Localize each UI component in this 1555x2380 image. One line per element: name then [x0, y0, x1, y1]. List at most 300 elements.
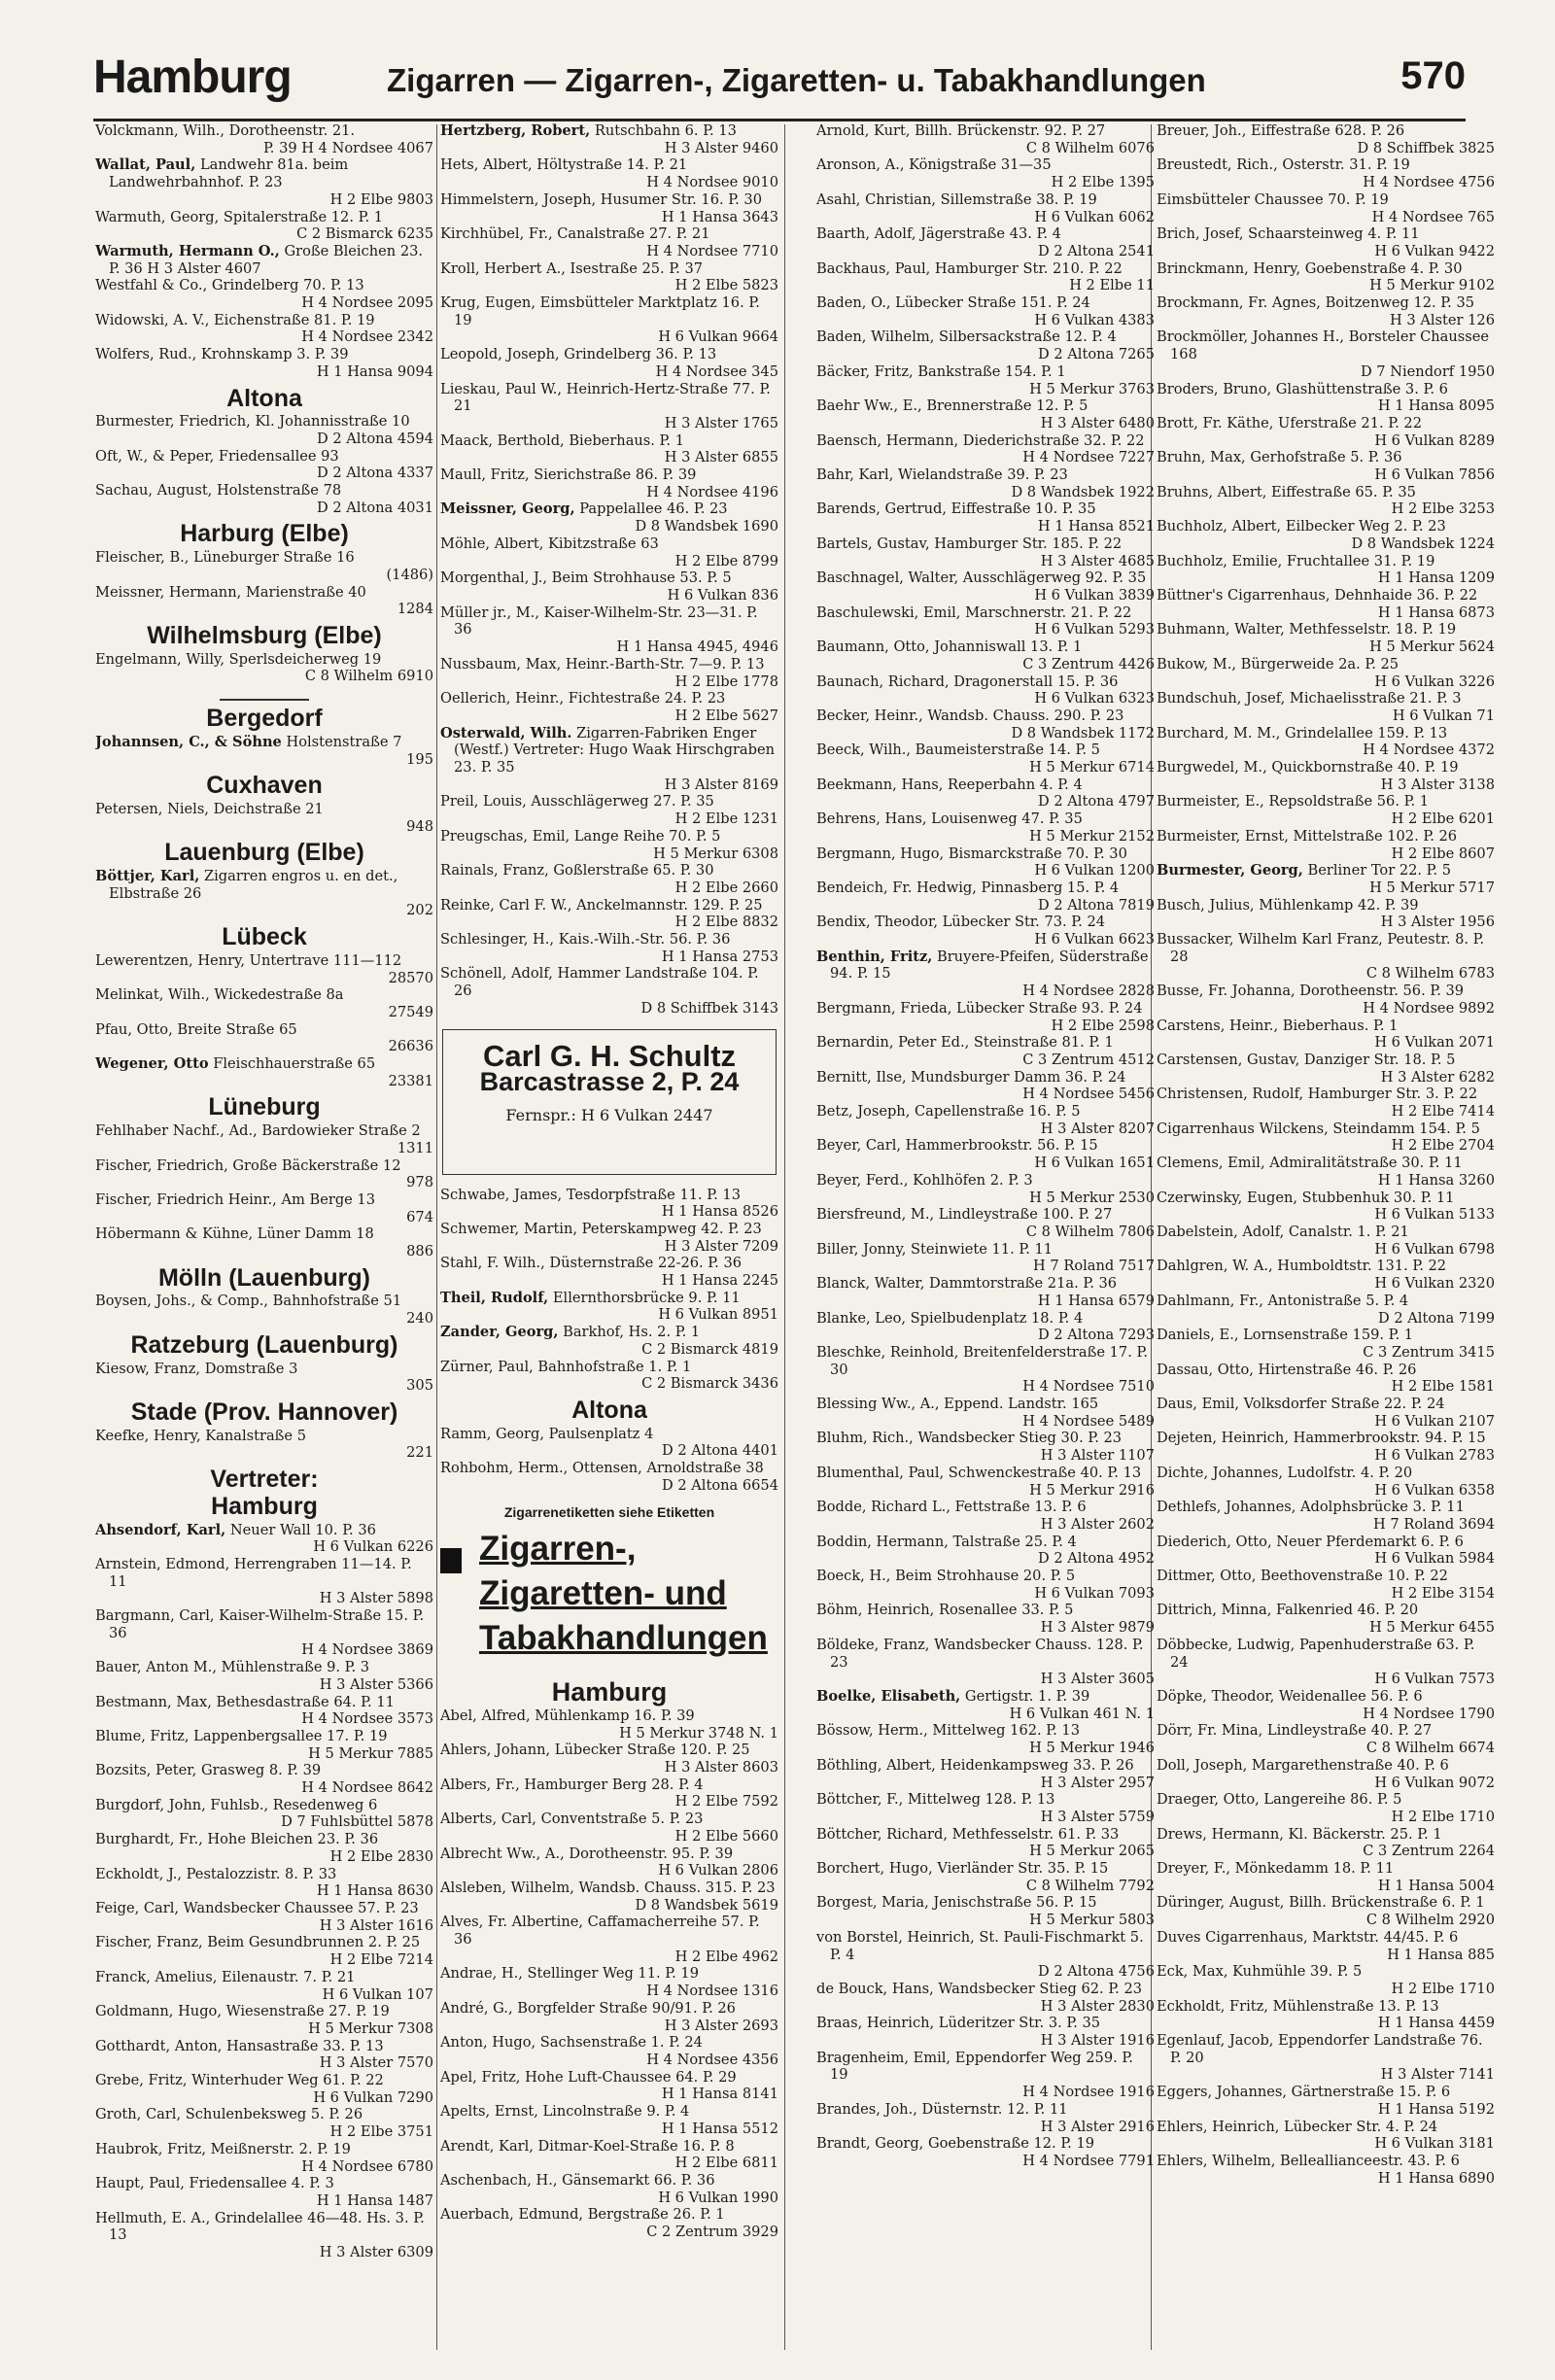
directory-entry	[816, 1430, 1155, 1464]
entry-text: Preugschas, Emil, Lange Reihe 70. P. 5	[440, 827, 721, 845]
entry-text: Melinkat, Wilh., Wickedestraße 8a	[95, 986, 344, 1004]
directory-entry	[95, 1831, 433, 1865]
directory-entry	[95, 868, 433, 919]
entry-text: Bozsits, Peter, Grasweg 8. P. 39	[95, 1762, 322, 1779]
directory-entry	[95, 1659, 433, 1693]
directory-entry	[816, 2101, 1155, 2135]
entry-text: Wolfers, Rud., Krohnskamp 3. P. 39	[95, 346, 349, 363]
entry-phone: H 6 Vulkan 7093	[1034, 1584, 1155, 1602]
entry-text: Oft, W., & Peper, Friedensallee 93	[95, 447, 339, 465]
directory-entry	[95, 1122, 433, 1156]
separator-rule	[220, 699, 309, 701]
entry-text: Baunach, Richard, Dragonerstall 15. P. 36	[816, 673, 1119, 690]
entry-list	[440, 1426, 778, 1495]
entry-phone: H 6 Vulkan 8951	[658, 1306, 778, 1324]
entry-list	[95, 1293, 433, 1327]
entry-text: Baensch, Hermann, Diederichstraße 32. P. 22	[816, 431, 1145, 449]
directory-entry	[440, 466, 778, 500]
entry-phone: H 3 Alster 5898	[319, 1590, 433, 1607]
entry-text: Morgenthal, J., Beim Strohhause 53. P. 5	[440, 569, 732, 587]
entry-phone: H 3 Alster 8603	[664, 1759, 778, 1776]
entry-phone: H 6 Vulkan 6062	[1034, 208, 1155, 225]
section-heading-lauenburg: Lauenburg (Elbe)	[164, 839, 364, 867]
directory-entry	[95, 1522, 433, 1556]
entry-text: Schönell, Adolf, Hammer Landstraße 104. P. 26	[440, 965, 759, 1000]
entry-phone: H 5 Merkur 6308	[653, 845, 778, 862]
directory-entry	[816, 1344, 1155, 1396]
entry-text: Burchard, M. M., Grindelallee 159. P. 13	[1157, 724, 1448, 742]
entry-text: Christensen, Rudolf, Hamburger Str. 3. P. 22	[1157, 1086, 1478, 1103]
directory-entry	[440, 2000, 778, 2034]
directory-entry	[1157, 1602, 1495, 1636]
entry-text: Feige, Carl, Wandsbecker Chaussee 57. P. 23	[95, 1899, 419, 1916]
entry-phone: H 6 Vulkan 6623	[1034, 931, 1155, 949]
directory-entry	[816, 363, 1155, 397]
directory-entry	[440, 793, 778, 827]
page-number: 570	[1400, 54, 1466, 97]
entry-text: Pfau, Otto, Breite Straße 65	[95, 1020, 297, 1038]
entry-phone: H 6 Vulkan 2806	[658, 1862, 778, 1880]
entry-phone: H 2 Elbe 2598	[1051, 1017, 1155, 1034]
directory-entry	[440, 1914, 778, 1965]
directory-entry	[440, 1845, 778, 1880]
directory-entry	[816, 1981, 1155, 2015]
directory-entry	[440, 1811, 778, 1845]
directory-entry	[1157, 656, 1495, 690]
entry-phone: H 4 Nordsee 2342	[301, 328, 433, 346]
entry-text: Keefke, Henry, Kanalstraße 5	[95, 1427, 306, 1444]
entry-phone: H 6 Vulkan 71	[1392, 707, 1495, 724]
entry-phone: H 6 Vulkan 3839	[1034, 586, 1155, 604]
entry-phone: H 2 Elbe 5823	[674, 277, 778, 294]
directory-entry	[440, 1290, 778, 1324]
entry-text: Ahlers, Johann, Lübecker Straße 120. P. 25	[440, 1742, 750, 1759]
entry-phone: H 4 Nordsee 9010	[646, 174, 778, 191]
directory-entry	[95, 482, 433, 516]
directory-entry	[816, 949, 1155, 1000]
entry-text: Bendeich, Fr. Hedwig, Pinnasberg 15. P. 4	[816, 879, 1120, 896]
directory-entry	[95, 2003, 433, 2037]
column-4	[1157, 122, 1495, 2358]
entry-phone: H 2 Elbe 1710	[1391, 1980, 1495, 1997]
directory-entry	[816, 1103, 1155, 1137]
entry-phone: H 1 Hansa 5192	[1377, 2100, 1495, 2118]
entry-text: Egenlauf, Jacob, Eppendorfer Landstraße 76. P. 20	[1157, 2032, 1483, 2066]
entry-phone: D 2 Altona 7293	[1038, 1327, 1155, 1344]
entry-phone: H 4 Nordsee 5456	[1022, 1086, 1155, 1103]
entry-text: Apelts, Ernst, Lincolnstraße 9. P. 4	[440, 2103, 690, 2121]
directory-entry	[440, 1880, 778, 1914]
banner-line: Zigarren-,	[479, 1530, 637, 1569]
entry-text: Auerbach, Edmund, Bergstraße 26. P. 1	[440, 2206, 725, 2224]
directory-entry	[816, 569, 1155, 604]
directory-entry	[440, 294, 778, 346]
entry-phone: H 6 Vulkan 2320	[1374, 1275, 1495, 1293]
entry-phone: H 2 Elbe 5660	[674, 1827, 778, 1845]
entry-text: Hets, Albert, Höltystraße 14. P. 21	[440, 156, 688, 174]
entry-phone: H 5 Merkur 3748 N. 1	[619, 1724, 778, 1742]
entry-text: Dahlmann, Fr., Antonistraße 5. P. 4	[1157, 1292, 1409, 1309]
entry-text: Ehlers, Heinrich, Lübecker Str. 4. P. 24	[1157, 2118, 1438, 2135]
entry-phone: H 1 Hansa 8526	[661, 1203, 778, 1221]
directory-entry	[95, 2141, 433, 2175]
entry-bold-name: Hertzberg, Robert,	[440, 122, 591, 139]
entry-phone: H 6 Vulkan 8289	[1374, 431, 1495, 449]
entry-text: Arendt, Karl, Ditmar-Koel-Straße 16. P. 8	[440, 2137, 735, 2155]
directory-entry	[816, 1275, 1155, 1309]
entry-list	[95, 651, 433, 685]
entry-phone: C 8 Wilhelm 7792	[1025, 1877, 1155, 1894]
entry-phone: H 3 Alster 2602	[1040, 1515, 1155, 1533]
directory-entry	[816, 1860, 1155, 1894]
entry-phone: D 8 Wandsbek 5619	[635, 1896, 778, 1914]
entry-phone: H 5 Merkur 5717	[1369, 879, 1495, 896]
entry-phone: C 3 Zentrum 2264	[1363, 1843, 1495, 1860]
entry-phone: (1486)	[386, 566, 433, 583]
directory-entry	[440, 122, 778, 156]
directory-entry	[816, 1688, 1155, 1722]
entry-phone: H 5 Merkur 5803	[1029, 1912, 1155, 1929]
directory-entry	[816, 397, 1155, 431]
entry-text: Dethlefs, Johannes, Adolphsbrücke 3. P. 11	[1157, 1499, 1465, 1516]
entry-phone: H 1 Hansa 8141	[661, 2086, 778, 2103]
entry-phone: P. 39 H 4 Nordsee 4067	[262, 139, 433, 156]
column-2	[440, 122, 778, 2358]
entry-text: Leopold, Joseph, Grindelberg 36. P. 13	[440, 346, 717, 363]
entry-phone: H 3 Alster 7141	[1380, 2066, 1495, 2084]
entry-text: Biller, Jonny, Steinwiete 11. P. 11	[816, 1240, 1054, 1258]
entry-text: Breustedt, Rich., Osterstr. 31. P. 19	[1157, 156, 1410, 174]
entry-bold-name: Johannsen, C., & Söhne	[95, 733, 282, 750]
directory-entry	[1157, 983, 1495, 1017]
entry-phone: H 3 Alster 8169	[664, 776, 778, 793]
entry-text: Baschulewski, Emil, Marschnerstr. 21. P. 22	[816, 604, 1132, 621]
entry-text: Maack, Berthold, Bieberhaus. P. 1	[440, 431, 684, 449]
entry-phone: H 6 Vulkan 6226	[313, 1538, 433, 1556]
entry-phone: C 3 Zentrum 3415	[1363, 1343, 1495, 1361]
entry-phone: D 2 Altona 4337	[317, 465, 433, 482]
entry-text: Dahlgren, W. A., Humboldtstr. 131. P. 22	[1157, 1258, 1447, 1275]
entry-text: Barends, Gertrud, Eiffestraße 10. P. 35	[816, 500, 1096, 518]
entry-phone: D 7 Fuhlsbüttel 5878	[281, 1813, 433, 1831]
entry-phone: H 4 Nordsee 2095	[301, 294, 433, 312]
entry-text: Ramm, Georg, Paulsenplatz 4	[440, 1425, 654, 1442]
entry-text: Draeger, Otto, Langereihe 86. P. 5	[1157, 1791, 1402, 1809]
entry-phone: H 5 Merkur 2916	[1029, 1481, 1155, 1499]
entry-text: Baschnagel, Walter, Ausschlägerweg 92. P. 35	[816, 569, 1147, 587]
entry-text: Brinckmann, Henry, Goebenstraße 4. P. 30	[1157, 259, 1463, 277]
entry-phone: C 3 Zentrum 4426	[1022, 655, 1155, 673]
directory-entry	[95, 1293, 433, 1327]
entry-text: Borchert, Hugo, Vierländer Str. 35. P. 15	[816, 1860, 1109, 1878]
entry-text: Dabelstein, Adolf, Canalstr. 1. P. 21	[1157, 1224, 1409, 1240]
entry-text: Fleischhauerstraße 65	[213, 1055, 376, 1073]
directory-entry	[95, 122, 433, 156]
entry-text: Engelmann, Willy, Sperlsdeicherweg 19	[95, 650, 382, 668]
entry-text: Boysen, Johs., & Comp., Bahnhofstraße 51	[95, 1293, 402, 1310]
directory-entry	[1157, 1018, 1495, 1052]
directory-entry	[440, 1742, 778, 1776]
directory-entry	[440, 225, 778, 259]
directory-entry	[95, 1762, 433, 1796]
directory-entry	[1157, 1826, 1495, 1860]
directory-entry	[816, 1465, 1155, 1499]
entry-phone: H 6 Vulkan 1200	[1034, 862, 1155, 880]
entry-bold-name: Wallat, Paul,	[95, 156, 196, 174]
entry-phone: H 3 Alster 9879	[1040, 1619, 1155, 1637]
entry-phone: H 4 Nordsee 3573	[301, 1710, 433, 1728]
entry-phone: D 2 Altona 4756	[1038, 1963, 1155, 1981]
entry-phone: H 6 Vulkan 9422	[1374, 242, 1495, 259]
directory-entry	[1157, 381, 1495, 415]
entry-phone: C 8 Wilhelm 7806	[1025, 1224, 1155, 1240]
entry-phone: 221	[406, 1444, 433, 1462]
entry-text: Brich, Josef, Schaarsteinweg 4. P. 11	[1157, 225, 1420, 243]
entry-text: Gotthardt, Anton, Hansastraße 33. P. 13	[95, 2037, 384, 2054]
directory-entry	[1157, 690, 1495, 724]
entry-list	[95, 413, 433, 516]
directory-entry	[95, 1556, 433, 1607]
directory-entry	[440, 2069, 778, 2103]
entry-text: Boddin, Hermann, Talstraße 25. P. 4	[816, 1533, 1077, 1550]
entry-text: Clemens, Emil, Admiralitätstraße 30. P. 11	[1157, 1155, 1463, 1172]
section-heading-stade: Stade (Prov. Hannover)	[130, 1398, 398, 1426]
entry-phone: H 3 Alster 6309	[319, 2244, 433, 2261]
directory-entry	[95, 1728, 433, 1762]
entry-text: Bahr, Karl, Wielandstraße 39. P. 23	[816, 466, 1068, 484]
entry-phone: D 8 Wandsbek 1690	[635, 518, 778, 535]
directory-entry	[1157, 1688, 1495, 1722]
directory-entry	[1157, 1998, 1495, 2032]
directory-entry	[816, 1499, 1155, 1533]
directory-entry	[816, 1894, 1155, 1928]
entry-phone: H 2 Elbe 2830	[329, 1847, 433, 1865]
directory-entry	[816, 260, 1155, 294]
entry-text: Breuer, Joh., Eiffestraße 628. P. 26	[1157, 122, 1405, 139]
advertisement-box	[442, 1029, 777, 1175]
directory-entry	[816, 604, 1155, 638]
entry-phone: H 1 Hansa 3260	[1377, 1171, 1495, 1189]
directory-entry	[1157, 1465, 1495, 1499]
directory-entry	[95, 277, 433, 311]
directory-entry	[1157, 725, 1495, 759]
section-heading-hamburg: Hamburg	[211, 1492, 318, 1520]
entry-text: Düringer, August, Billh. Brückenstraße 6. P. 1	[1157, 1894, 1485, 1912]
entry-text: Zigarren engros u. en det., Elbstraße 26	[109, 868, 398, 902]
entry-phone: H 1 Hansa 6873	[1377, 604, 1495, 621]
entry-text: Lieskau, Paul W., Heinrich-Hertz-Straße 77. P. 21	[440, 380, 771, 415]
entry-phone: H 6 Vulkan 7573	[1374, 1671, 1495, 1688]
entry-text: Bernardin, Peter Ed., Steinstraße 81. P. 1	[816, 1034, 1114, 1052]
entry-phone: H 1 Hansa 4945, 4946	[616, 638, 778, 656]
entry-phone: H 4 Nordsee 4372	[1363, 742, 1495, 759]
entry-phone: D 2 Altona 7199	[1378, 1309, 1495, 1327]
directory-entry	[440, 828, 778, 862]
directory-entry	[816, 1826, 1155, 1860]
directory-entry	[440, 432, 778, 466]
entry-phone: H 6 Vulkan 107	[322, 1985, 433, 2003]
directory-entry	[440, 2103, 778, 2137]
entry-phone: D 2 Altona 6654	[662, 1476, 778, 1494]
header-city: Hamburg	[93, 52, 292, 103]
entry-phone: 26636	[388, 1038, 433, 1055]
directory-entry	[95, 1934, 433, 1968]
entry-text: Burmester, Friedrich, Kl. Johannisstraße 10	[95, 413, 410, 431]
directory-entry	[95, 156, 433, 208]
cross-reference-note: Zigarrenetiketten siehe Etiketten	[503, 1503, 715, 1520]
entry-bold-name: Burmester, Georg,	[1157, 862, 1303, 880]
entry-text: Aronson, A., Königstraße 31—35	[816, 156, 1052, 174]
entry-list	[95, 952, 433, 1090]
directory-entry	[440, 604, 778, 656]
entry-list	[95, 868, 433, 919]
entry-text: Borgest, Maria, Jenischstraße 56. P. 15	[816, 1894, 1097, 1912]
directory-entry	[1157, 1396, 1495, 1430]
entry-text: Asahl, Christian, Sillemstraße 38. P. 19	[816, 190, 1097, 208]
entry-text: Brott, Fr. Käthe, Uferstraße 21. P. 22	[1157, 414, 1422, 431]
directory-entry	[1157, 1791, 1495, 1825]
entry-text: Burmeister, E., Repsoldstraße 56. P. 1	[1157, 793, 1430, 811]
entry-text: Dreyer, F., Mönkedamm 18. P. 11	[1157, 1860, 1395, 1878]
section-heading-cuxhaven: Cuxhaven	[206, 772, 323, 800]
entry-text: Doll, Joseph, Margarethenstraße 40. P. 6	[1157, 1756, 1449, 1774]
directory-entry	[816, 1000, 1155, 1034]
entry-phone: C 2 Bismarck 4819	[641, 1340, 778, 1358]
entry-text: Neuer Wall 10. P. 36	[229, 1521, 376, 1538]
entry-text: Zürner, Paul, Bahnhofstraße 1. P. 1	[440, 1358, 692, 1375]
entry-text: Himmelstern, Joseph, Husumer Str. 16. P. 30	[440, 190, 762, 208]
entry-text: Abel, Alfred, Mühlenkamp 16. P. 39	[440, 1707, 695, 1724]
entry-phone: H 1 Hansa 4459	[1377, 2015, 1495, 2032]
entry-text: Blumenthal, Paul, Schwenckestraße 40. P. 13	[816, 1464, 1142, 1481]
entry-list	[95, 1428, 433, 1462]
entry-text: von Borstel, Heinrich, St. Pauli-Fischmarkt 5. P. 4	[816, 1928, 1144, 1963]
entry-phone: H 6 Vulkan 3226	[1374, 673, 1495, 690]
entry-text: Bergmann, Frieda, Lübecker Straße 93. P. 24	[816, 999, 1143, 1017]
entry-phone: 202	[406, 902, 433, 919]
entry-phone: H 2 Elbe 8607	[1391, 845, 1495, 862]
entry-phone: H 1 Hansa 3643	[661, 208, 778, 225]
entry-phone: C 8 Wilhelm 6910	[304, 668, 433, 685]
directory-entry	[1157, 1637, 1495, 1688]
category-banner	[440, 1530, 778, 1674]
directory-entry	[95, 1157, 433, 1191]
entry-phone: H 2 Elbe 2704	[1391, 1137, 1495, 1155]
directory-entry	[816, 328, 1155, 362]
entry-text: Burghardt, Fr., Hohe Bleichen 23. P. 36	[95, 1831, 379, 1848]
column-divider	[784, 124, 785, 2350]
entry-text: Busch, Julius, Mühlenkamp 42. P. 39	[1157, 896, 1419, 914]
ad-company-name: Carl G. H. Schultz	[482, 1038, 737, 1073]
directory-entry	[440, 1965, 778, 1999]
entry-list	[95, 122, 433, 381]
entry-phone: D 7 Niendorf 1950	[1360, 362, 1495, 380]
entry-phone: H 1 Hansa 8521	[1037, 518, 1155, 535]
entry-bold-name: Wegener, Otto	[95, 1055, 209, 1073]
entry-text: Albers, Fr., Hamburger Berg 28. P. 4	[440, 1776, 704, 1793]
directory-entry	[1157, 2084, 1495, 2118]
entry-text: Dörr, Fr. Mina, Lindleystraße 40. P. 27	[1157, 1722, 1433, 1740]
entry-text: André, G., Borgfelder Straße 90/91. P. 26	[440, 1999, 736, 2017]
entry-phone: H 5 Merkur 1946	[1029, 1740, 1155, 1757]
entry-text: Bleschke, Reinhold, Breitenfelderstraße 17. P. 30	[816, 1343, 1148, 1378]
entry-phone: H 4 Nordsee 2828	[1022, 983, 1155, 1000]
entry-text: Westfahl & Co., Grindelberg 70. P. 13	[95, 277, 364, 294]
entry-phone: H 3 Alster 2916	[1040, 2118, 1155, 2135]
entry-phone: H 2 Elbe 5627	[674, 707, 778, 724]
entry-text: Braas, Heinrich, Lüderitzer Str. 3. P. 35	[816, 2015, 1101, 2032]
entry-text: Burgdorf, John, Fuhlsb., Resedenweg 6	[95, 1796, 378, 1813]
entry-phone: H 2 Elbe 3253	[1391, 500, 1495, 518]
entry-phone: H 1 Hansa 8095	[1377, 397, 1495, 415]
entry-text: Fehlhaber Nachf., Ad., Bardowieker Straße 2	[95, 1122, 421, 1140]
directory-entry	[1157, 1929, 1495, 1963]
entry-phone: H 1 Hansa 2245	[661, 1272, 778, 1290]
entry-text: Maull, Fritz, Sierichstraße 86. P. 39	[440, 466, 697, 484]
entry-phone: H 4 Nordsee 7510	[1022, 1378, 1155, 1396]
entry-phone: H 3 Alster 1616	[319, 1916, 433, 1934]
entry-phone: H 5 Merkur 6455	[1369, 1619, 1495, 1637]
banner-line: Tabakhandlungen	[479, 1619, 768, 1658]
entry-phone: H 2 Elbe 1231	[674, 811, 778, 828]
entry-phone: H 5 Merkur 6714	[1029, 759, 1155, 776]
entry-phone: H 3 Alster 1916	[1040, 2032, 1155, 2050]
directory-entry	[816, 2135, 1155, 2169]
directory-entry	[95, 2038, 433, 2072]
entry-phone: H 6 Vulkan 1651	[1034, 1155, 1155, 1172]
entry-text: Bodde, Richard L., Fettstraße 13. P. 6	[816, 1499, 1087, 1516]
directory-entry	[95, 734, 433, 768]
entry-text: Daniels, E., Lornsenstraße 159. P. 1	[1157, 1327, 1414, 1344]
entry-text: Arnstein, Edmond, Herrengraben 11—14. P. 11	[95, 1555, 412, 1590]
directory-entry	[816, 1568, 1155, 1602]
entry-phone: H 2 Elbe 4962	[674, 1948, 778, 1965]
entry-text: Grebe, Fritz, Winterhuder Weg 61. P. 22	[95, 2072, 384, 2089]
entry-phone: D 2 Altona 4401	[662, 1442, 778, 1460]
entry-phone: C 3 Zentrum 4512	[1022, 1051, 1155, 1068]
directory-entry	[1157, 621, 1495, 655]
directory-entry	[816, 707, 1155, 742]
entry-text: Baden, O., Lübecker Straße 151. P. 24	[816, 294, 1090, 312]
directory-entry	[816, 1034, 1155, 1068]
entry-text: Carstens, Heinr., Bieberhaus. P. 1	[1157, 1017, 1399, 1034]
entry-text: Ehlers, Wilhelm, Belleallianceestr. 43. P. 6	[1157, 2152, 1460, 2169]
directory-entry	[1157, 1860, 1495, 1894]
directory-entry	[95, 1191, 433, 1225]
entry-bold-name: Boelke, Elisabeth,	[816, 1687, 961, 1705]
directory-entry	[95, 801, 433, 835]
entry-text: Hellmuth, E. A., Grindelallee 46—48. Hs. 3. P. 13	[95, 2209, 425, 2244]
directory-entry	[816, 776, 1155, 811]
entry-text: Burgwedel, M., Quickbornstraße 40. P. 19	[1157, 759, 1459, 776]
entry-text: Volckmann, Wilh., Dorotheenstr. 21.	[95, 122, 356, 139]
directory-entry	[1157, 1534, 1495, 1568]
entry-phone: H 3 Alster 7570	[319, 2054, 433, 2072]
section-heading-vertreter: Vertreter:	[210, 1466, 319, 1494]
entry-text: Drews, Hermann, Kl. Bäckerstr. 25. P. 1	[1157, 1825, 1442, 1843]
entry-text: Backhaus, Paul, Hamburger Str. 210. P. 22	[816, 259, 1123, 277]
entry-text: de Bouck, Hans, Wandsbecker Stieg 62. P. 23	[816, 1980, 1143, 1997]
entry-text: Buchholz, Emilie, Fruchtallee 31. P. 19	[1157, 552, 1435, 569]
directory-entry	[1157, 518, 1495, 552]
entry-text: Pappelallee 46. P. 23	[579, 500, 728, 518]
ad-address: Barcastrasse 2, P. 24	[479, 1067, 740, 1097]
entry-phone: D 8 Schiffbek 3143	[640, 999, 778, 1017]
entry-text: Broders, Bruno, Glashüttenstraße 3. P. 6	[1157, 380, 1448, 397]
directory-entry	[95, 1607, 433, 1659]
entry-phone: 27549	[388, 1003, 433, 1020]
entry-text: Bruyere-Pfeifen, Süderstraße 94. P. 15	[830, 948, 1149, 983]
